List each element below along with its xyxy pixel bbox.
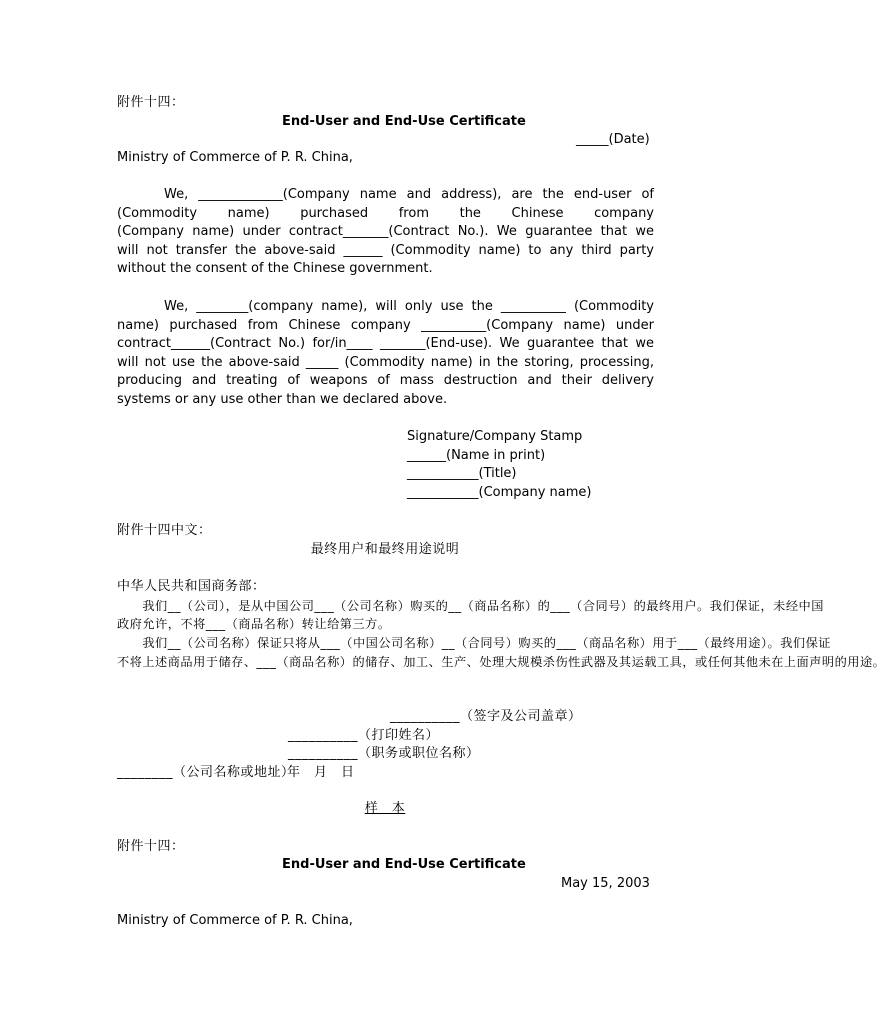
addressee-sample: Ministry of Commerce of P. R. China, [117, 913, 353, 928]
para2-line: We, ________(company name), will only use the __________ (Commodity [164, 299, 654, 314]
certificate-title-cn: 最终用户和最终用途说明 [310, 542, 460, 557]
certificate-title-sample: End-User and End-Use Certificate [282, 857, 526, 872]
name-in-print-cn: __________（打印姓名） [288, 728, 440, 743]
certificate-title: End-User and End-Use Certificate [282, 114, 526, 129]
signature-stamp-cn: __________（签字及公司盖章） [390, 709, 582, 724]
title-cn: __________（职务或职位名称） [288, 746, 480, 761]
para2-cn-line: 不将上述商品用于储存、___（商品名称）的储存、加工、生产、处理大规模杀伤性武器及其运载工具，或任何其他未在上面声明的用途。 [117, 655, 885, 669]
title-field: ___________(Title) [407, 466, 517, 481]
date-cn: 年 月 日 [287, 765, 355, 780]
sample-label: 样 本 [364, 801, 406, 816]
para1-line: (Company name) under contract_______(Contract No.). We guarantee that we [117, 224, 654, 240]
para1-line: without the consent of the Chinese government. [117, 261, 433, 277]
addressee-cn: 中华人民共和国商务部： [117, 579, 266, 594]
para1-line: We, _____________(Company name and address), are the end-user of [164, 187, 654, 202]
paragraph-end-use-guarantee [117, 298, 654, 410]
date-field: _____(Date) [576, 132, 650, 147]
addressee: Ministry of Commerce of P. R. China, [117, 150, 353, 165]
para2-line: contract______(Contract No.) for/in____ _______(End-use). We guarantee that we [117, 336, 654, 352]
para2-line: will not use the above-said _____ (Commodity name) in the storing, processing, [117, 354, 654, 370]
attachment-label-sample: 附件十四： [117, 839, 185, 854]
attachment-label-cn: 附件十四中文： [117, 523, 212, 538]
signature-stamp-label: Signature/Company Stamp [407, 429, 583, 444]
para1-line: will not transfer the above-said ______ (Commodity name) to any third party [117, 242, 654, 258]
date-sample: May 15, 2003 [561, 876, 650, 891]
attachment-label: 附件十四： [117, 95, 185, 110]
name-in-print-field: ______(Name in print) [407, 448, 546, 463]
para2-line: name) purchased from Chinese company __________(Company name) under [117, 317, 654, 333]
para2-line: producing and treating of weapons of mass destruction and their delivery [117, 373, 654, 389]
company-name-field: ___________(Company name) [407, 485, 592, 500]
para1-cn-line: 我们__（公司），是从中国公司___（公司名称）购买的__（商品名称）的___（合同号）的最终用户。我们保证，未经中国 [117, 599, 824, 613]
paragraph-end-user-guarantee [117, 186, 654, 279]
para1-line: (Commodity name) purchased from the Chinese company [117, 205, 654, 221]
para2-line: systems or any use other than we declared above. [117, 391, 448, 407]
company-cn: ________（公司名称或地址） [117, 765, 295, 780]
para1-cn-line: 政府允许，不将___（商品名称）转让给第三方。 [117, 617, 391, 631]
para2-cn-line: 我们__（公司名称）保证只将从___（中国公司名称）__（合同号）购买的___（商品名称）用于___（最终用途）。我们保证 [117, 636, 831, 650]
